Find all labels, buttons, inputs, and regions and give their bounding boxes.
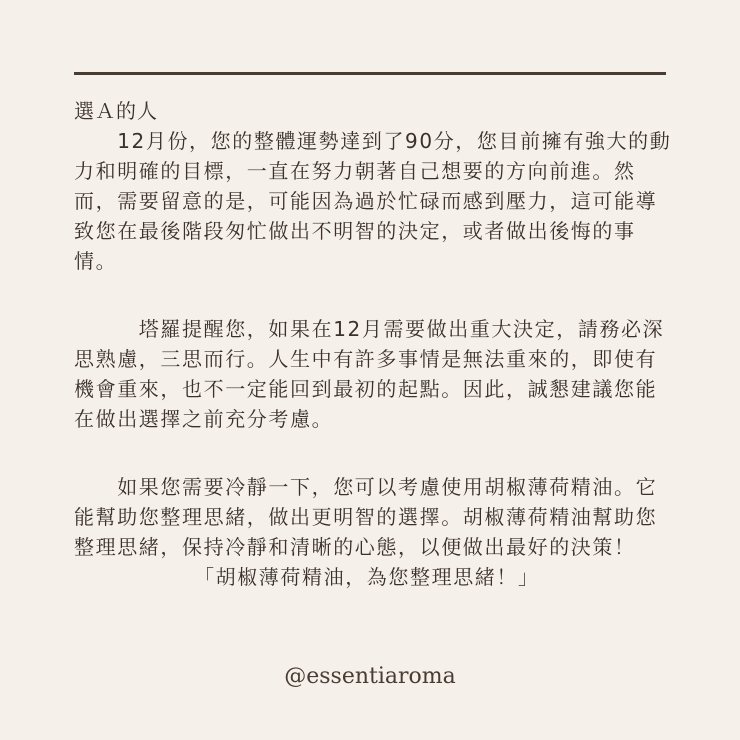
tagline: 「胡椒薄荷精油，為您整理思緒！」	[194, 565, 540, 589]
top-divider	[74, 72, 666, 75]
section-heading: 選Ａ的人	[74, 99, 158, 123]
account-handle: @essentiaroma	[284, 664, 456, 689]
paragraph-fortune: 12月份，您的整體運勢達到了90分，您目前擁有強大的動力和明確的目標，一直在努力朝著自己想要的方向前進。然而，需要留意的是，可能因為過於忙碌而感到壓力，這可能導致您在最後階段匆忙做出不明智的決定，或者做出後悔的事情。	[74, 129, 672, 273]
paragraph-oil-suggestion: 如果您需要冷靜一下，您可以考慮使用胡椒薄荷精油。它能幫助您整理思緒，做出更明智的選擇。胡椒薄荷精油幫助您整理思緒，保持冷靜和清晰的心態，以便做出最好的決策！	[74, 475, 658, 559]
paragraph-tarot-advice: 塔羅提醒您，如果在12月需要做出重大決定，請務必深思熟慮，三思而行。人生中有許多事情是無法重來的，即使有機會重來，也不一定能回到最初的起點。因此，誠懇建議您能在做出選擇之前充分考慮。	[74, 317, 665, 431]
post-content	[74, 96, 674, 592]
